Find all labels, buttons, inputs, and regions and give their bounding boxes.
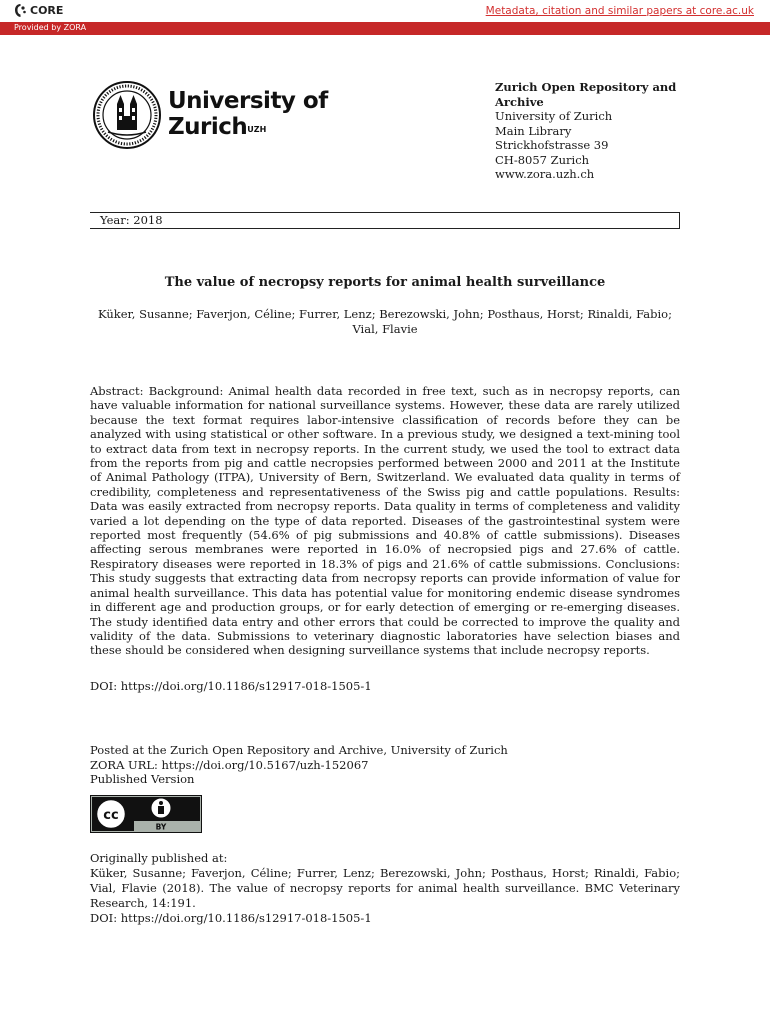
uzh-seal-icon	[92, 80, 162, 150]
repository-street: Strickhofstrasse 39	[495, 138, 609, 152]
core-header	[0, 0, 770, 22]
posted-line1: Posted at the Zurich Open Repository and Archive, University of Zurich	[90, 743, 508, 757]
core-logo-text: CORE	[30, 4, 64, 17]
repository-library: Main Library	[495, 123, 572, 138]
uzh-wordmark-zurich: Zurich	[168, 114, 248, 140]
original-heading: Originally published at:	[90, 851, 228, 865]
uzh-wordmark-line1: University of	[168, 88, 328, 114]
paper-title: The value of necropsy reports for animal health surveillance	[164, 275, 606, 290]
original-citation: Küker, Susanne; Faverjon, Céline; Furrer, Lenz; Berezowski, John; Posthaus, Horst; Rinaldi, Fabio; Vial, Flavie (2018). The value of necropsy reports for animal health surveillance. BMC Veterinary Research, 14:191.	[90, 866, 680, 910]
paper-abstract: Abstract: Background: Animal health data recorded in free text, such as in necropsy reports, can have valuable information for national surveillance systems. However, these data are rarely utilized because the text format requires labor-intensive classification of records before they can be analyzed with using statistical or other software. In a previous study, we designed a text-mining tool to extract data from text in necropsy reports. In the current study, we used the tool to extract data from the reports from pig and cattle necropsies performed between 2000 and 2011 at the Institute of Animal Pathology (ITPA), University of Bern, Switzerland. We evaluated data quality in terms of credibility, completeness and representativeness of the Swiss pig and cattle populations. Results: Data was easily extracted from necropsy reports. Data quality in terms of completeness and validity varied a lot depending on the type of data reported. Diseases of the gastrointestinal system were reported most frequently (54.6% of pig submissions and 40.8% of cattle submissions). Diseases affecting serous membranes were reported in 16.0% of necropsied pigs and 27.6% of cattle. Respiratory diseases were reported in 18.3% of pigs and 21.6% of cattle submissions. Conclusions: This study suggests that extracting data from necropsy reports can provide information of value for animal health surveillance. This data has potential value for monitoring endemic disease syndromes in different age and production groups, or for early detection of emerging or re-emerging diseases. The study identified data entry and other errors that could be corrected to improve the quality and validity of the data. Submissions to veterinary diagnostic laboratories have selection biases and these should be considered when designing surveillance systems that include necropsy reports.	[90, 384, 680, 658]
original-doi[interactable]: DOI: https://doi.org/10.1186/s12917-018-1505-1	[90, 911, 372, 925]
provided-by-bar	[0, 22, 770, 35]
core-metadata-link[interactable]: Metadata, citation and similar papers at core.ac.uk	[485, 5, 754, 17]
year-top-rule	[90, 212, 680, 213]
repository-institution: University of Zurich	[495, 109, 613, 123]
provided-by-text: Provided by ZORA	[14, 23, 87, 32]
core-logo[interactable]	[14, 3, 63, 18]
paper-authors: Küker, Susanne; Faverjon, Céline; Furrer, Lenz; Berezowski, John; Posthaus, Horst; Rinaldi, Fabio; Vial, Flavie	[98, 307, 672, 336]
cc-by-license-icon[interactable]	[90, 795, 202, 833]
uzh-wordmark	[168, 88, 328, 140]
uzh-wordmark-suffix: UZH	[247, 125, 267, 134]
posted-info	[90, 743, 508, 787]
cc-text: cc	[103, 808, 119, 823]
repository-title-line2: Archive	[495, 94, 544, 109]
repository-website[interactable]: www.zora.uzh.ch	[495, 167, 595, 181]
year-label: Year: 2018	[100, 213, 163, 227]
by-text: BY	[155, 822, 167, 832]
uzh-wordmark-line2	[168, 114, 328, 140]
core-logo-icon	[14, 3, 27, 18]
repository-city: CH-8057 Zurich	[495, 152, 590, 167]
original-publication	[90, 851, 680, 926]
repository-title-line1: Zurich Open Repository and	[495, 80, 677, 94]
published-version: Published Version	[90, 772, 195, 786]
year-bottom-rule	[90, 228, 680, 229]
paper-doi[interactable]: DOI: https://doi.org/10.1186/s12917-018-1505-1	[90, 679, 372, 693]
repository-address	[495, 80, 676, 182]
zora-url[interactable]: ZORA URL: https://doi.org/10.5167/uzh-152067	[90, 757, 369, 772]
year-box-edge	[679, 213, 680, 228]
